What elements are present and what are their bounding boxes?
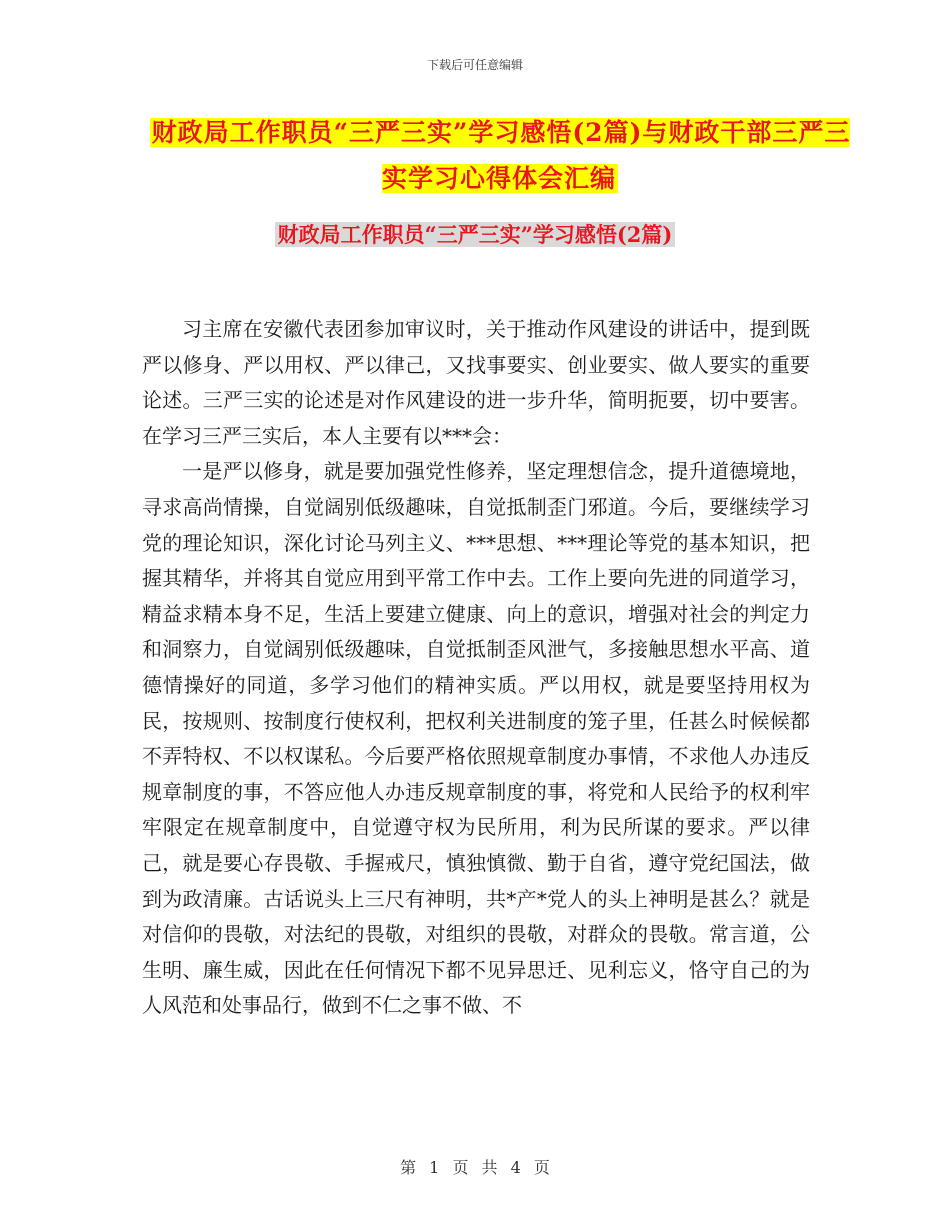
paragraph: 习主席在安徽代表团参加审议时，关于推动作风建设的讲话中，提到既严以修身、严以用权、严以律己，又找事要实、创业要实、做人要实的重要论述。三严三实的论述是对作风建设的进一步升华，简明扼要，切中要害。在学习三严三实后，本人主要有以***会：: [142, 317, 810, 448]
document-title: [140, 110, 860, 202]
section-title-text: 财政局工作职员“三严三实”学习感悟(2篇): [275, 222, 676, 247]
document-title-text: 财政局工作职员“三严三实”学习感悟(2篇)与财政干部三严三实学习心得体会汇编: [151, 118, 851, 193]
header-note: 下载后可任意编辑: [426, 58, 523, 72]
page-number-footer: 第 1 页 共 4 页: [400, 1158, 550, 1177]
document-body: [142, 312, 810, 1024]
paragraph: 一是严以修身，就是要加强党性修养，坚定理想信念，提升道德境地，寻求高尚情操，自觉阔别低级趣味，自觉抵制歪门邪道。今后，要继续学习党的理论知识，深化讨论马列主义、***思想、***理论等党的基本知识，把握其精华，并将其自觉应用到平常工作中去。工作上要向先进的同道学习，精益求精本身不足，生活上要建立健康、向上的意识，增强对社会的判定力和洞察力，自觉阔别低级趣味，自觉抵制歪风泄气，多接触思想水平高、道德情操好的同道，多学习他们的精神实质。严以用权，就是要坚持用权为民，按规则、按制度行使权利，把权利关进制度的笼子里，任甚么时候候都不弄特权、不以权谋私。今后要严格依照规章制度办事情，不求他人办违反规章制度的事，不答应他人办违反规章制度的事，将党和人民给予的权利牢牢限定在规章制度中，自觉遵守权为民所用，利为民所谋的要求。严以律己，就是要心存畏敬、手握戒尺，慎独慎微、勤于自省，遵守党纪国法，做到为政清廉。古话说头上三尺有神明，共*产*党人的头上神明是甚么？就是对信仰的畏敬，对法纪的畏敬，对组织的畏敬，对群众的畏敬。常言道，公生明、廉生威，因此在任何情况下都不见异思迁、见利忘义，恪守自己的为人风范和处事品行，做到不仁之事不做、不: [142, 459, 810, 1018]
section-title: [0, 218, 950, 252]
